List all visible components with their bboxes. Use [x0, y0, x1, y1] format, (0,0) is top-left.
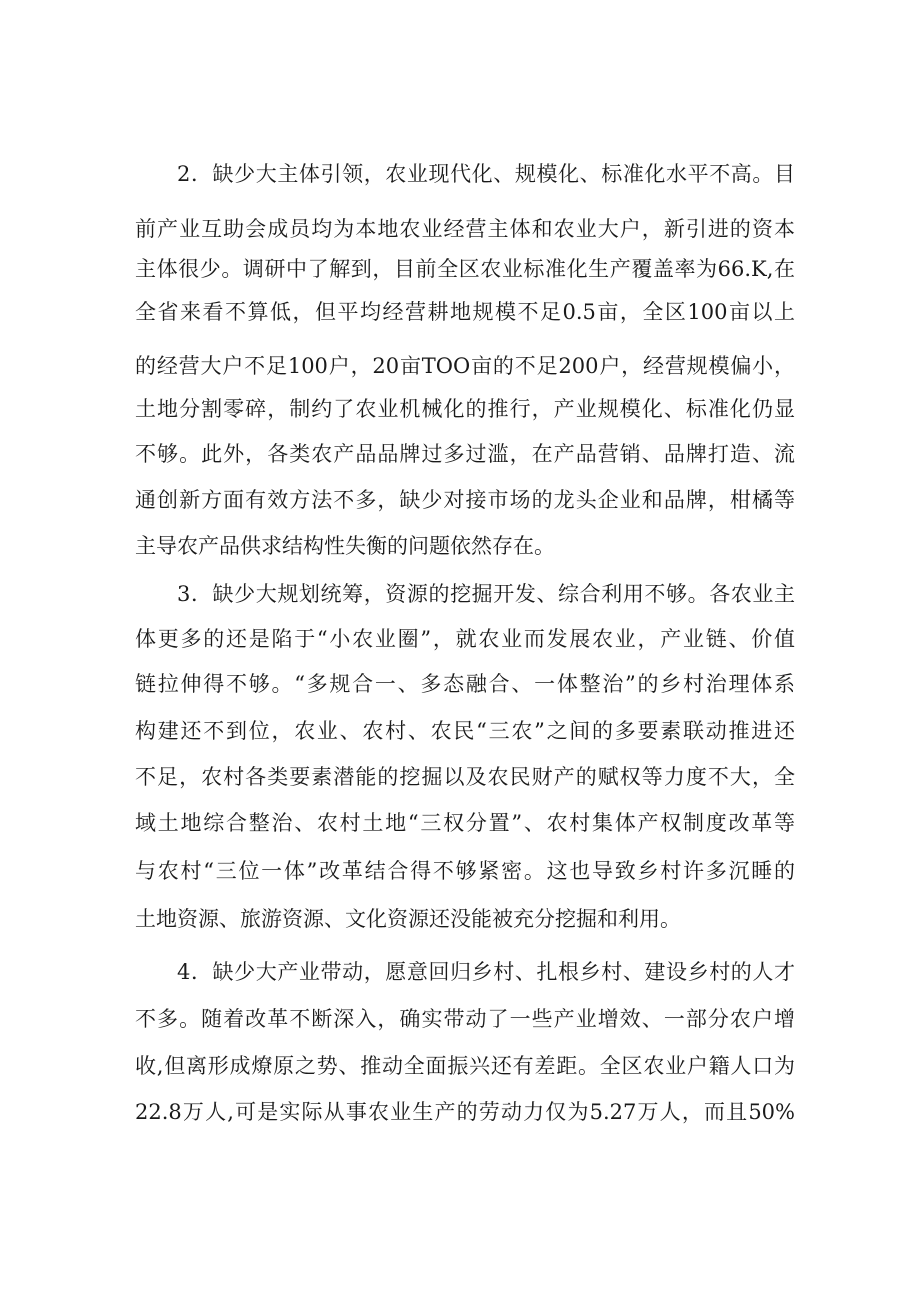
paragraph-line: 22.8万人,可是实际从事农业生产的劳动力仅为5.27万人，而且50% — [135, 1100, 795, 1124]
paragraph-line: 全省来看不算低，但平均经营耕地规模不足0.5亩，全区100亩以上 — [135, 300, 795, 324]
paragraph-line: 2．缺少大主体引领，农业现代化、规模化、标准化水平不高。目 — [177, 162, 795, 186]
paragraph-line: 不足，农村各类要素潜能的挖掘以及农民财产的赋权等力度不大，全 — [135, 765, 795, 789]
paragraph-line: 主导农产品供求结构性失衡的问题依然存在。 — [135, 534, 555, 558]
paragraph-line: 不多。随着改革不断深入，确实带动了一些产业增效、一部分农户增 — [135, 1007, 795, 1031]
paragraph-line: 不够。此外，各类农产品品牌过多过滥，在产品营销、品牌打造、流 — [135, 442, 795, 466]
paragraph-line: 体更多的还是陷于“小农业圈”，就农业而发展农业，产业链、价值 — [135, 627, 795, 651]
paragraph-line: 土地资源、旅游资源、文化资源还没能被充分挖掘和利用。 — [135, 907, 681, 931]
paragraph-line: 通创新方面有效方法不多，缺少对接市场的龙头企业和品牌，柑橘等 — [135, 488, 795, 512]
paragraph-line: 土地分割零碎，制约了农业机械化的推行，产业规模化、标准化仍显 — [135, 397, 795, 421]
paragraph-line: 3．缺少大规划统筹，资源的挖掘开发、综合利用不够。各农业主 — [177, 582, 795, 606]
paragraph-line: 链拉伸得不够。“多规合一、多态融合、一体整治”的乡村治理体系 — [135, 672, 795, 696]
paragraph-line: 主体很少。调研中了解到，目前全区农业标准化生产覆盖率为66.K,在 — [135, 257, 795, 281]
paragraph-line: 的经营大户不足100户，20亩TOO亩的不足200户，经营规模偏小， — [135, 354, 795, 378]
paragraph-line: 域土地综合整治、农村土地“三权分置”、农村集体产权制度改革等 — [135, 811, 795, 835]
paragraph-line: 收,但离形成燎原之势、推动全面振兴还有差距。全区农业户籍人口为 — [135, 1054, 795, 1078]
paragraph-line: 前产业互助会成员均为本地农业经营主体和农业大户，新引进的资本 — [135, 217, 795, 241]
paragraph-line: 与农村“三位一体”改革结合得不够紧密。这也导致乡村许多沉睡的 — [135, 859, 795, 883]
paragraph-line: 4．缺少大产业带动，愿意回归乡村、扎根乡村、建设乡村的人才 — [177, 960, 795, 984]
paragraph-line: 构建还不到位，农业、农村、农民“三农”之间的多要素联动推进还 — [135, 719, 795, 743]
